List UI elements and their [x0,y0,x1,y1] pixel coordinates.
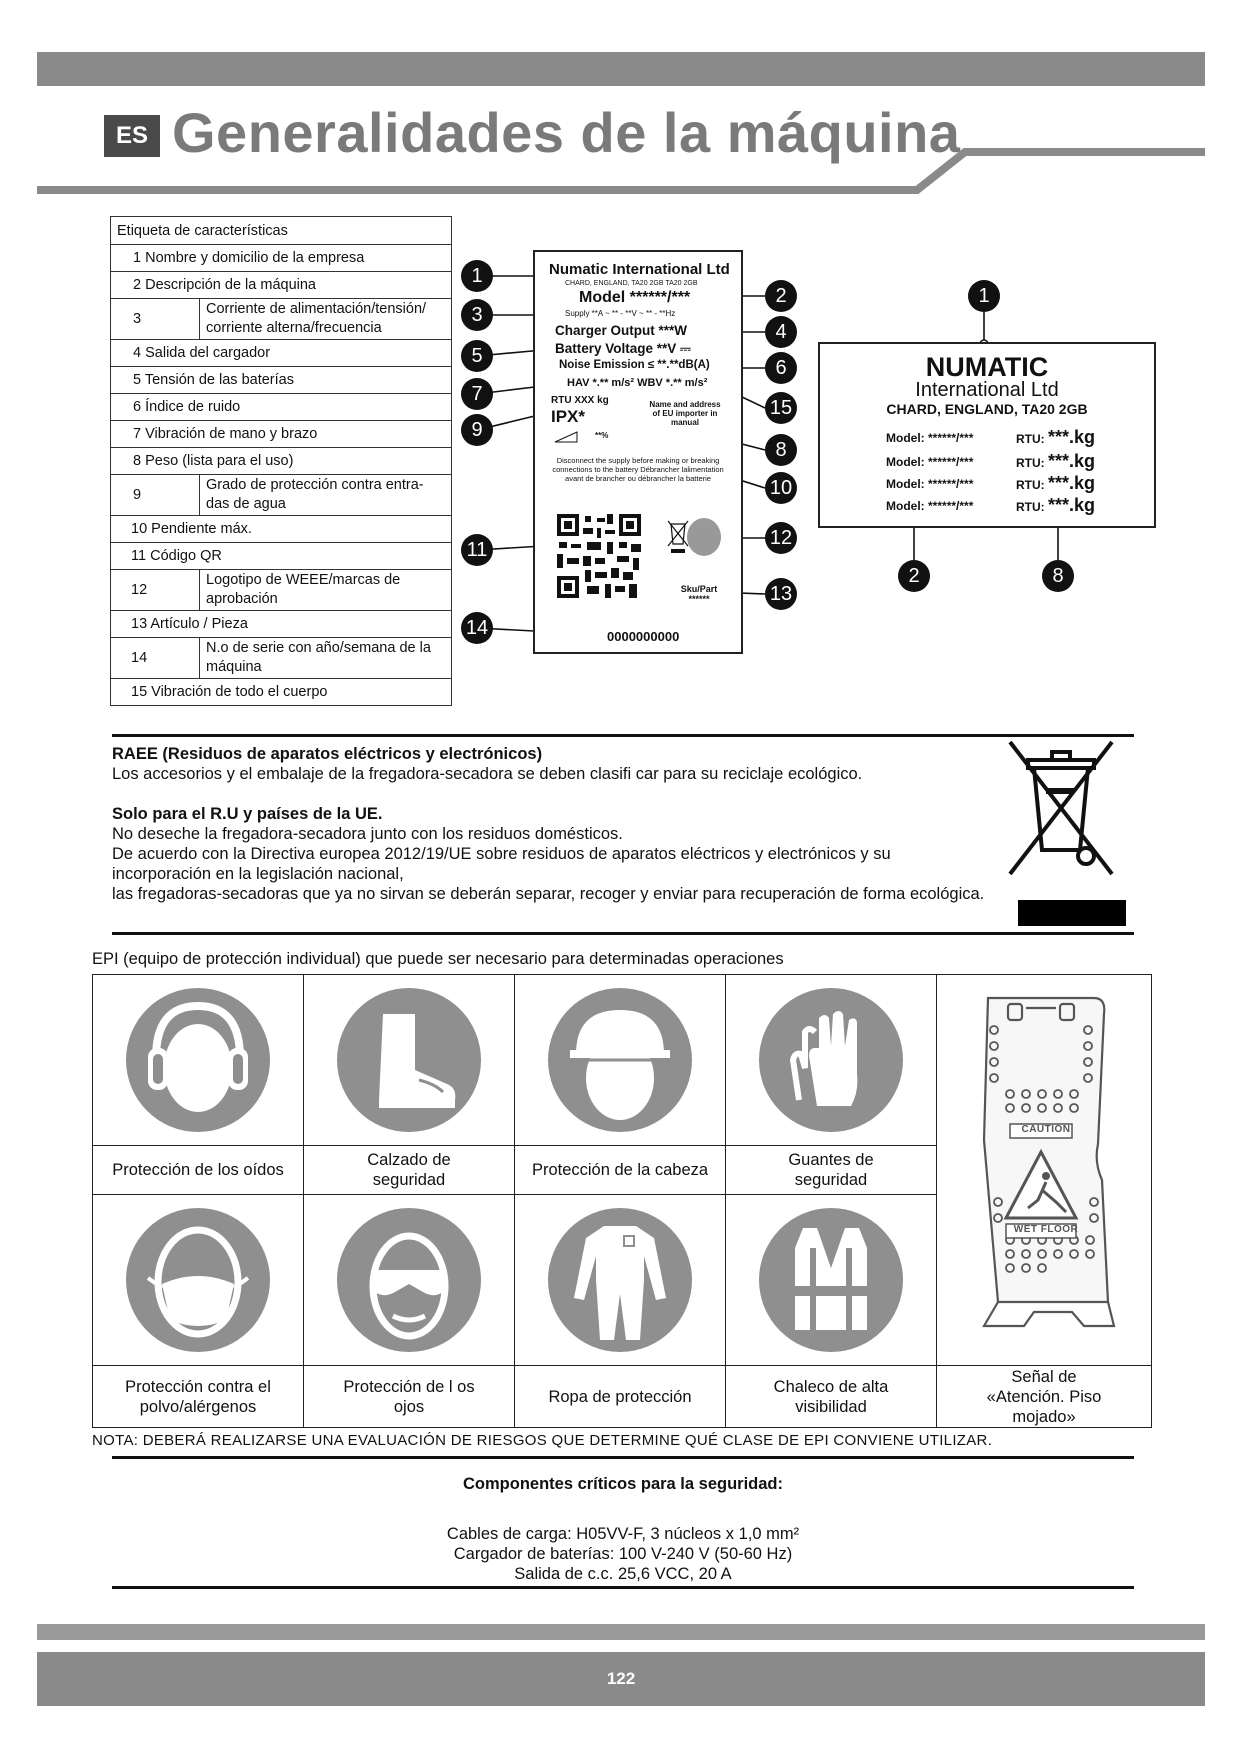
spec-row-desc: N.o de serie con año/semana de la máquina [200,638,452,679]
raee-subtitle: Solo para el R.U y países de la UE. [112,805,383,823]
spec-row-num: 3 [111,299,200,340]
spec-row: 5 Tensión de las baterías [111,367,452,394]
label-company: Numatic International Ltd [549,261,730,278]
language-badge: ES [104,115,160,157]
callout-11: 11 [461,534,493,566]
callout-1: 1 [461,260,493,292]
components-line3: Salida de c.c. 25,6 VCC, 20 A [514,1565,732,1583]
numatic-address: CHARD, ENGLAND, TA20 2GB [886,401,1088,417]
title-underline [37,148,1205,200]
head-protection-icon [548,988,692,1132]
callout-5: 5 [461,340,493,372]
label-address: CHARD, ENGLAND, TA20 2GB TA20 2GB [565,280,698,287]
top-bar [37,52,1205,86]
divider [112,1456,1134,1459]
spec-row-desc: Grado de protección contra entra- das de agua [200,475,452,516]
label-supply: Supply **A ~ ** - **V ~ ** - **Hz [565,309,676,318]
callout-12: 12 [765,522,797,554]
spec-row: 11 Código QR [111,543,452,570]
callout-3: 3 [461,299,493,331]
label-sku: Sku/Part ****** [680,584,718,604]
footer-bar [37,1624,1205,1640]
callout-6: 6 [765,352,797,384]
numatic-callout-2: 2 [898,560,930,592]
raee-line4: las fregadoras-secadoras que ya no sirvan se deberán separar, recoger y enviar para recuperación de forma ecológica. [112,885,985,903]
callout-15: 15 [765,392,797,424]
epi-grid [92,974,1152,1428]
divider [112,932,1134,935]
rtu-row: RTU: ***.kg [1016,495,1096,515]
safety-gloves-icon [759,988,903,1132]
raee-section [112,744,992,904]
protective-clothing-icon [548,1208,692,1352]
spec-row: 4 Salida del cargador [111,340,452,367]
label-noise: Noise Emission ≤ **.**dB(A) [559,359,710,371]
hi-vis-vest-icon [759,1208,903,1352]
callout-4: 4 [765,316,797,348]
raee-title: RAEE (Residuos de aparatos eléctricos y electrónicos) [112,745,543,763]
caption-head-protection: Protección de la cabeza [531,1161,709,1179]
epi-title: EPI (equipo de protección individual) que puede ser necesario para determinadas operaciones [92,950,784,968]
numatic-callout-1: 1 [968,280,1000,312]
dust-mask-icon [126,1208,270,1352]
callout-2: 2 [765,280,797,312]
caption-gloves: Guantes de seguridad [788,1151,874,1189]
rtu-row: RTU: ***.kg [1016,473,1096,493]
rating-label [533,250,743,654]
spec-row: 1 Nombre y domicilio de la empresa [111,245,452,272]
spec-row: 2 Descripción de la máquina [111,272,452,299]
spec-row: 8 Peso (lista para el uso) [111,448,452,475]
rtu-row: RTU: ***.kg [1016,427,1096,447]
caption-protective-clothing: Ropa de protección [548,1387,692,1406]
callout-8: 8 [765,434,797,466]
spec-table-heading: Etiqueta de características [111,217,452,245]
sign-caution-text: CAUTION [1021,1124,1071,1135]
components-line1: Cables de carga: H05VV-F, 3 núcleos x 1,0 mm² [446,1525,800,1543]
model-row: Model: ******/*** [886,431,974,445]
spec-row-desc: Corriente de alimentación/tensión/ corriente alterna/frecuencia [200,299,452,340]
ear-protection-icon [126,988,270,1132]
label-importer: Name and address of EU importer in manual [649,400,721,427]
label-charger: Charger Output ***W [555,323,688,338]
label-slope: **% [595,431,609,440]
divider [112,734,1134,737]
label-hav: HAV *.** m/s² WBV *.** m/s² [567,377,708,389]
spec-row: 13 Artículo / Pieza [111,611,452,638]
callout-7: 7 [461,378,493,410]
caption-safety-boots: Calzado de seguridad [367,1151,451,1189]
spec-row: 6 Índice de ruido [111,394,452,421]
raee-line2: No deseche la fregadora-secadora junto con los residuos domésticos. [112,825,623,843]
model-row: Model: ******/*** [886,499,974,513]
spec-row: 15 Vibración de todo el cuerpo [111,679,452,706]
raee-line3: De acuerdo con la Directiva europea 2012/19/UE sobre residuos de aparatos eléctricos y electrónicos y su incorporación en la legislación nacional, [112,845,891,883]
components-line2: Cargador de baterías: 100 V-240 V (50-60 Hz) [453,1545,793,1563]
spec-row-desc: Logotipo de WEEE/marcas de aprobación [200,570,452,611]
label-disconnect: Disconnect the supply before making or breaking connections to the battery Débrancher lalimentation avant de brancher ou débrancher la batterie [552,456,724,483]
spec-row-num: 14 [111,638,200,679]
rtu-row: RTU: ***.kg [1016,451,1096,471]
caption-eye-protection: Protección de l os ojos [343,1377,475,1416]
model-row: Model: ******/*** [886,455,974,469]
page-number: 122 [606,1669,636,1688]
approval-mark-icon [687,518,721,556]
crossed-bin-icon [1006,738,1116,878]
callout-9: 9 [461,414,493,446]
numatic-label [818,342,1156,528]
caption-dust-protection: Protección contra el polvo/alérgenos [125,1377,271,1416]
label-rtu: RTU XXX kg [551,395,609,406]
caption-wet-floor-sign: Señal de «Atención. Piso mojado» [986,1367,1102,1426]
qr-code-icon [557,514,641,598]
raee-line1: Los accesorios y el embalaje de la fregadora-secadora se deben clasifi car para su reciclaje ecológico. [112,765,863,783]
safety-boot-icon [337,988,481,1132]
label-ipx: IPX* [551,407,586,426]
epi-note: NOTA: DEBERÁ REALIZARSE UNA EVALUACIÓN DE RIESGOS QUE DETERMINE QUÉ CLASE DE EPI CONVIENE UTILIZAR. [92,1432,993,1449]
label-serial: 0000000000 [607,629,680,644]
eye-protection-icon [337,1208,481,1352]
callout-10: 10 [765,472,797,504]
spec-row: 10 Pendiente máx. [111,516,452,543]
caption-ear-protection: Protección de los oídos [112,1161,284,1179]
components-title: Componentes críticos para la seguridad: [463,1475,783,1493]
label-battery: Battery Voltage **V ⎓ [555,341,691,356]
spec-row-num: 9 [111,475,200,516]
wet-floor-sign-icon [976,990,1116,1354]
callout-13: 13 [765,578,797,610]
sign-wet-floor-text: WET FLOOR [1013,1224,1079,1235]
spec-table [110,216,452,706]
divider [112,1586,1134,1589]
page-title: Generalidades de la máquina [172,101,961,164]
spec-row: 7 Vibración de mano y brazo [111,421,452,448]
slope-icon [553,430,579,444]
callout-14: 14 [461,612,493,644]
spec-row-num: 12 [111,570,200,611]
numatic-callout-8: 8 [1042,560,1074,592]
black-bar [1018,900,1126,926]
model-row: Model: ******/*** [886,477,974,491]
numatic-brand: NUMATIC [925,352,1049,382]
components-section [112,1474,1134,1584]
label-model: Model ******/*** [579,289,691,306]
caption-hi-vis-vest: Chaleco de alta visibilidad [773,1377,889,1416]
footer-page-bar [37,1652,1205,1706]
numatic-sub: International Ltd [915,379,1059,401]
